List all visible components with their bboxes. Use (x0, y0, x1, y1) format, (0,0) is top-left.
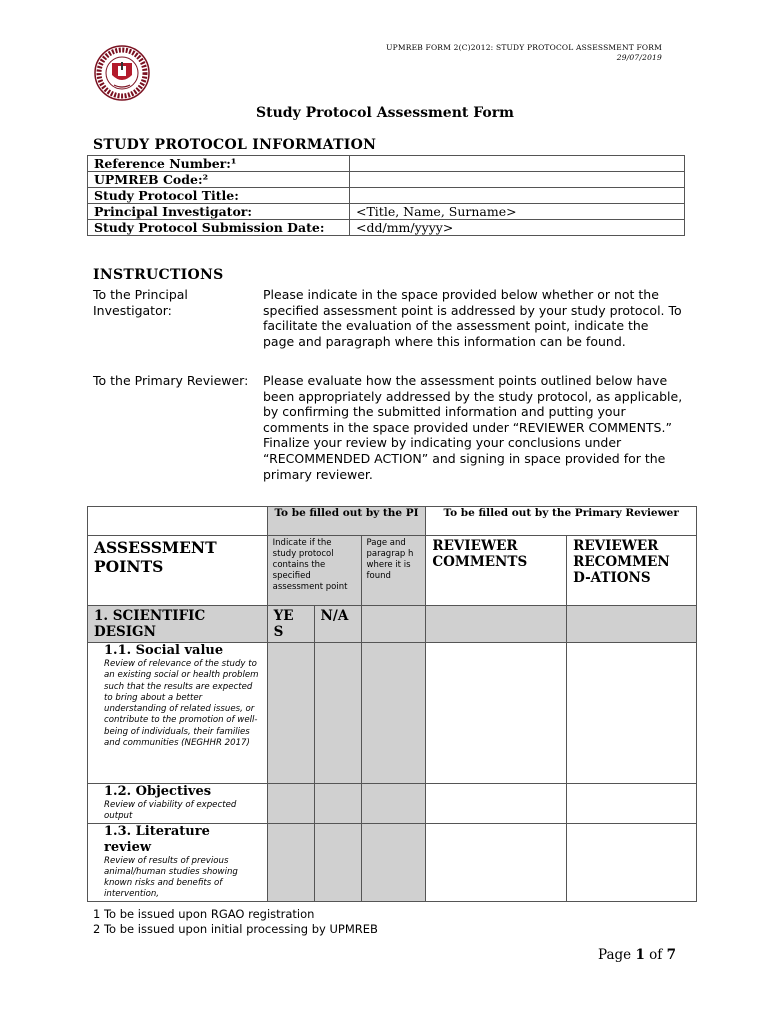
assessment-table (87, 506, 697, 902)
section-title: 1. SCIENTIFIC DESIGN (88, 606, 268, 643)
info-value-field[interactable] (350, 188, 685, 204)
yes-cell[interactable] (267, 643, 314, 784)
info-label: Study Protocol Title: (88, 188, 350, 204)
assessment-item (88, 823, 268, 901)
reviewer-recommendations-header: REVIEWER RECOMMEN D-ATIONS (567, 536, 697, 606)
empty-cell (361, 606, 426, 643)
empty-cell (567, 606, 697, 643)
yes-cell[interactable] (267, 784, 314, 824)
pi-instruction-label: To the Principal Investigator: (93, 287, 188, 318)
empty-cell (426, 606, 567, 643)
form-code: UPMREB FORM 2(C)2012: STUDY PROTOCOL ASSESSMENT FORM (386, 43, 662, 52)
item-description: Review of viability of expected output (104, 800, 237, 822)
table-row (88, 823, 697, 901)
na-cell[interactable] (314, 823, 361, 901)
pi-instruction-text: Please indicate in the space provided below whether or not the specified assessment point is addressed by your study protocol. To facilitate the evaluation of the assessment point, indicate the page and paragraph where this information can be found. (263, 287, 682, 349)
page-of: of (649, 947, 663, 963)
info-label: Principal Investigator: (88, 204, 350, 220)
assessment-item (88, 643, 268, 784)
table-row (88, 172, 685, 188)
info-label: Reference Number:¹ (88, 156, 350, 172)
table-row (88, 784, 697, 824)
item-description: Review of results of previous animal/human studies showing known risks and benefits of intervention, (104, 855, 238, 900)
table-row (88, 507, 697, 536)
page-cell[interactable] (361, 784, 426, 824)
page-paragraph-header: Page and paragrap h where it is found (361, 536, 426, 606)
table-row (88, 156, 685, 172)
na-header: N/A (314, 606, 361, 643)
table-row (88, 188, 685, 204)
info-value-field[interactable] (350, 156, 685, 172)
reviewer-comments-header: REVIEWER COMMENTS (426, 536, 567, 606)
empty-cell (88, 507, 268, 536)
page-total: 7 (666, 947, 676, 963)
assessment-item (88, 784, 268, 824)
assessment-points-header: ASSESSMENT POINTS (88, 536, 268, 606)
table-row (88, 536, 697, 606)
table-row (88, 643, 697, 784)
page-current: 1 (635, 947, 645, 963)
info-label: Study Protocol Submission Date: (88, 220, 350, 236)
university-seal-logo (94, 45, 150, 101)
info-value-field[interactable]: <Title, Name, Surname> (350, 204, 685, 220)
instructions-heading: INSTRUCTIONS (93, 267, 224, 283)
na-cell[interactable] (314, 643, 361, 784)
recommendation-cell[interactable] (567, 643, 697, 784)
reviewer-instruction-label: To the Primary Reviewer: (93, 373, 249, 388)
indicate-header: Indicate if the study protocol contains the specified assessment point (267, 536, 361, 606)
info-label: UPMREB Code:² (88, 172, 350, 188)
comments-cell[interactable] (426, 823, 567, 901)
comments-cell[interactable] (426, 643, 567, 784)
reviewer-header: To be filled out by the Primary Reviewer (426, 507, 697, 536)
na-cell[interactable] (314, 784, 361, 824)
footnote-1: 1 To be issued upon RGAO registration (93, 907, 315, 921)
info-table (87, 155, 685, 236)
table-row (88, 204, 685, 220)
recommendation-cell[interactable] (567, 784, 697, 824)
item-title: 1.3. Literature review (104, 823, 210, 855)
page-number (598, 947, 676, 963)
item-description: Review of relevance of the study to an existing social or health problem such that the results are expected to bring about a better understanding of related issues, or contribute to the promotion of well-being of individuals, their families and communities (NEGHHR 2017) (104, 659, 259, 749)
info-value-field[interactable]: <dd/mm/yyyy> (350, 220, 685, 236)
section-row (88, 606, 697, 643)
recommendation-cell[interactable] (567, 823, 697, 901)
info-heading: STUDY PROTOCOL INFORMATION (93, 137, 377, 153)
yes-cell[interactable] (267, 823, 314, 901)
page-cell[interactable] (361, 823, 426, 901)
form-date: 29/07/2019 (616, 53, 662, 62)
table-row (88, 220, 685, 236)
reviewer-instruction-text: Please evaluate how the assessment points outlined below have been appropriately addressed by the study protocol, as applicable, by confirming the submitted information and putting your comments in the space provided under “REVIEWER COMMENTS.” Finalize your review by indicating your conclusions under “RECOMMENDED ACTION” and signing in space provided for the primary reviewer. (263, 373, 683, 482)
page-cell[interactable] (361, 643, 426, 784)
pi-header: To be filled out by the PI (267, 507, 426, 536)
info-value-field[interactable] (350, 172, 685, 188)
page-prefix: Page (598, 947, 632, 963)
page-title: Study Protocol Assessment Form (256, 105, 514, 121)
item-title: 1.2. Objectives (104, 784, 212, 799)
comments-cell[interactable] (426, 784, 567, 824)
yes-header: YE S (267, 606, 314, 643)
item-title: 1.1. Social value (104, 643, 224, 658)
footnote-2: 2 To be issued upon initial processing by UPMREB (93, 922, 378, 936)
